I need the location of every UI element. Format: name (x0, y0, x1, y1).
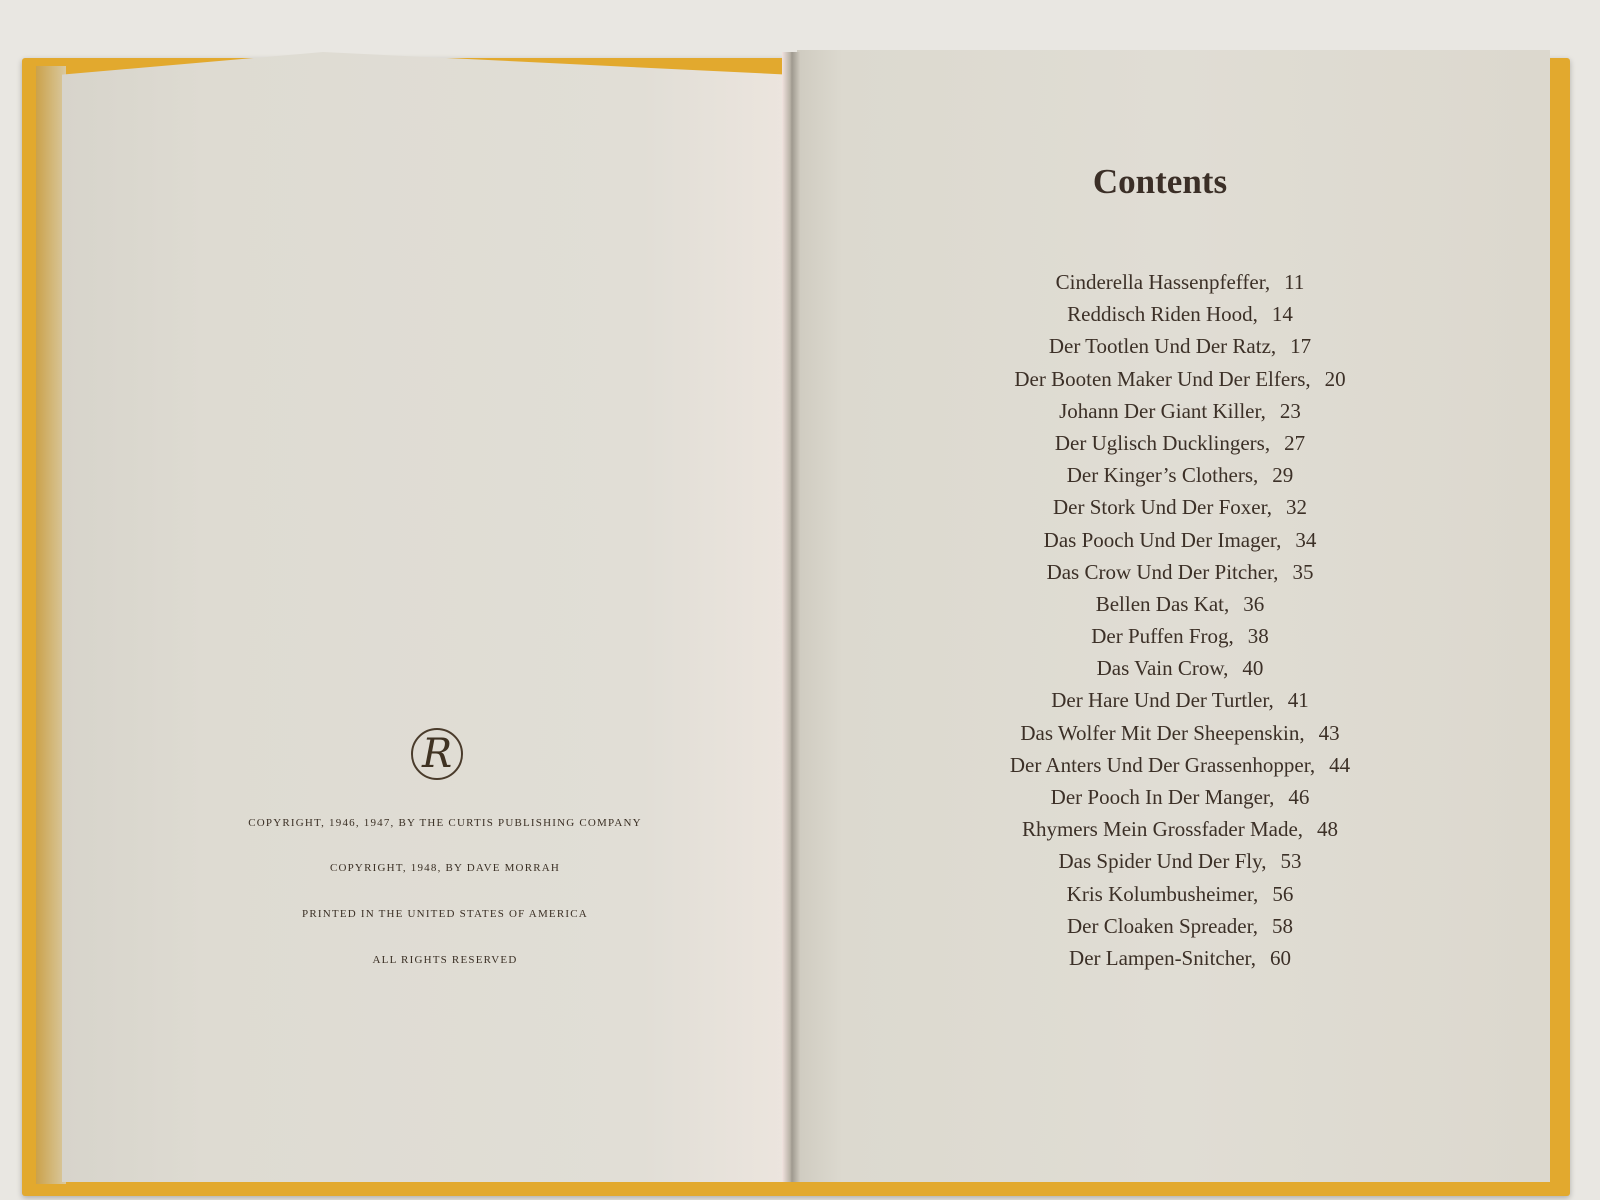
toc-entry (920, 459, 1440, 491)
toc-entry-page-number: 58 (1272, 913, 1293, 938)
toc-entry-title: Der Pooch In Der Manger, (1050, 785, 1275, 809)
toc-entry-title: Kris Kolumbusheimer, (1066, 881, 1259, 906)
toc-entry-page-number: 40 (1242, 656, 1264, 681)
toc-entry-page-number: 32 (1286, 495, 1308, 520)
toc-entry (920, 878, 1440, 910)
publisher-monogram-icon (411, 728, 463, 780)
toc-entry (920, 588, 1440, 620)
toc-entry-title: Der Kinger’s Clothers, (1066, 463, 1259, 488)
copyright-line-morrah: COPYRIGHT, 1948, BY DAVE MORRAH (329, 862, 561, 874)
toc-entry-page-number: 34 (1295, 527, 1317, 552)
toc-entry-title: Der Tootlen Und Der Ratz, (1048, 334, 1277, 359)
toc-entry-title: Das Wolfer Mit Der Sheepenskin, (1020, 720, 1305, 745)
toc-entry-title: Der Booten Maker Und Der Elfers, (1014, 366, 1311, 391)
toc-entry-page-number: 23 (1279, 398, 1301, 423)
toc-entry-page-number: 60 (1269, 945, 1291, 970)
toc-entry-title: Der Hare Und Der Turtler, (1051, 688, 1274, 713)
toc-entry-title: Reddisch Riden Hood, (1067, 302, 1258, 327)
toc-entry-title: Der Lampen-Snitcher, (1069, 945, 1256, 970)
toc-entry (920, 524, 1440, 556)
toc-entry-page-number: 43 (1318, 720, 1340, 745)
toc-entry-title: Rhymers Mein Grossfader Made, (1021, 817, 1304, 842)
toc-entry-title: Das Vain Crow, (1096, 656, 1229, 681)
toc-entry-page-number: 17 (1290, 334, 1312, 359)
toc-entry (920, 942, 1440, 974)
toc-entry-title: Das Spider Und Der Fly, (1058, 849, 1267, 874)
toc-entry-page-number: 36 (1243, 591, 1265, 616)
toc-entry-page-number: 29 (1272, 463, 1294, 488)
toc-entry (920, 298, 1440, 330)
toc-entry-page-number: 44 (1329, 752, 1351, 777)
toc-entry-title: Bellen Das Kat, (1095, 591, 1230, 616)
toc-entry-page-number: 38 (1247, 624, 1269, 649)
toc-entry-page-number: 53 (1280, 849, 1302, 874)
rights-reserved-line: ALL RIGHTS RESERVED (372, 954, 518, 966)
book-gutter (782, 52, 800, 1182)
toc-entry-title: Das Crow Und Der Pitcher, (1046, 559, 1279, 584)
toc-entry-title: Das Pooch Und Der Imager, (1043, 527, 1282, 552)
toc-entry (920, 395, 1440, 427)
printed-in-line: PRINTED IN THE UNITED STATES OF AMERICA (302, 908, 588, 920)
toc-entry-title: Der Puffen Frog, (1091, 624, 1234, 649)
toc-entry-page-number: 11 (1284, 270, 1305, 294)
toc-entry-title: Der Uglisch Ducklingers, (1054, 430, 1271, 455)
toc-entry-page-number: 27 (1284, 430, 1306, 455)
toc-entry (920, 427, 1440, 459)
toc-entry-page-number: 48 (1317, 817, 1339, 842)
toc-entry (920, 717, 1440, 749)
toc-entry (920, 684, 1440, 716)
toc-entry-page-number: 20 (1324, 366, 1346, 391)
toc-entry (920, 813, 1440, 845)
copyright-line-curtis: COPYRIGHT, 1946, 1947, BY THE CURTIS PUBLISHING COMPANY (248, 817, 642, 829)
toc-entry (920, 363, 1440, 395)
toc-entry-page-number: 35 (1292, 559, 1314, 584)
cover-spine-edge (36, 66, 66, 1184)
toc-entry (920, 749, 1440, 781)
toc-entry (920, 491, 1440, 523)
toc-entry (920, 330, 1440, 362)
toc-entry (920, 266, 1440, 298)
toc-entry-title: Cinderella Hassenpfeffer, (1055, 270, 1271, 294)
toc-entry (920, 910, 1440, 942)
toc-entry-page-number: 14 (1271, 302, 1293, 327)
toc-entry (920, 652, 1440, 684)
table-of-contents (920, 266, 1440, 974)
contents-heading: Contents (1092, 162, 1228, 201)
toc-entry (920, 845, 1440, 877)
toc-entry-title: Der Stork Und Der Foxer, (1052, 495, 1273, 520)
toc-entry (920, 620, 1440, 652)
toc-entry-page-number: 41 (1287, 688, 1309, 713)
toc-entry-page-number: 56 (1272, 881, 1294, 906)
toc-entry (920, 781, 1440, 813)
toc-entry-page-number: 46 (1288, 785, 1310, 809)
toc-entry-title: Johann Der Giant Killer, (1059, 398, 1266, 423)
toc-entry-title: Der Anters Und Der Grassenhopper, (1009, 752, 1316, 777)
left-page (62, 52, 787, 1182)
toc-entry (920, 556, 1440, 588)
toc-entry-title: Der Cloaken Spreader, (1067, 913, 1258, 938)
monogram-letter: R (421, 731, 453, 777)
